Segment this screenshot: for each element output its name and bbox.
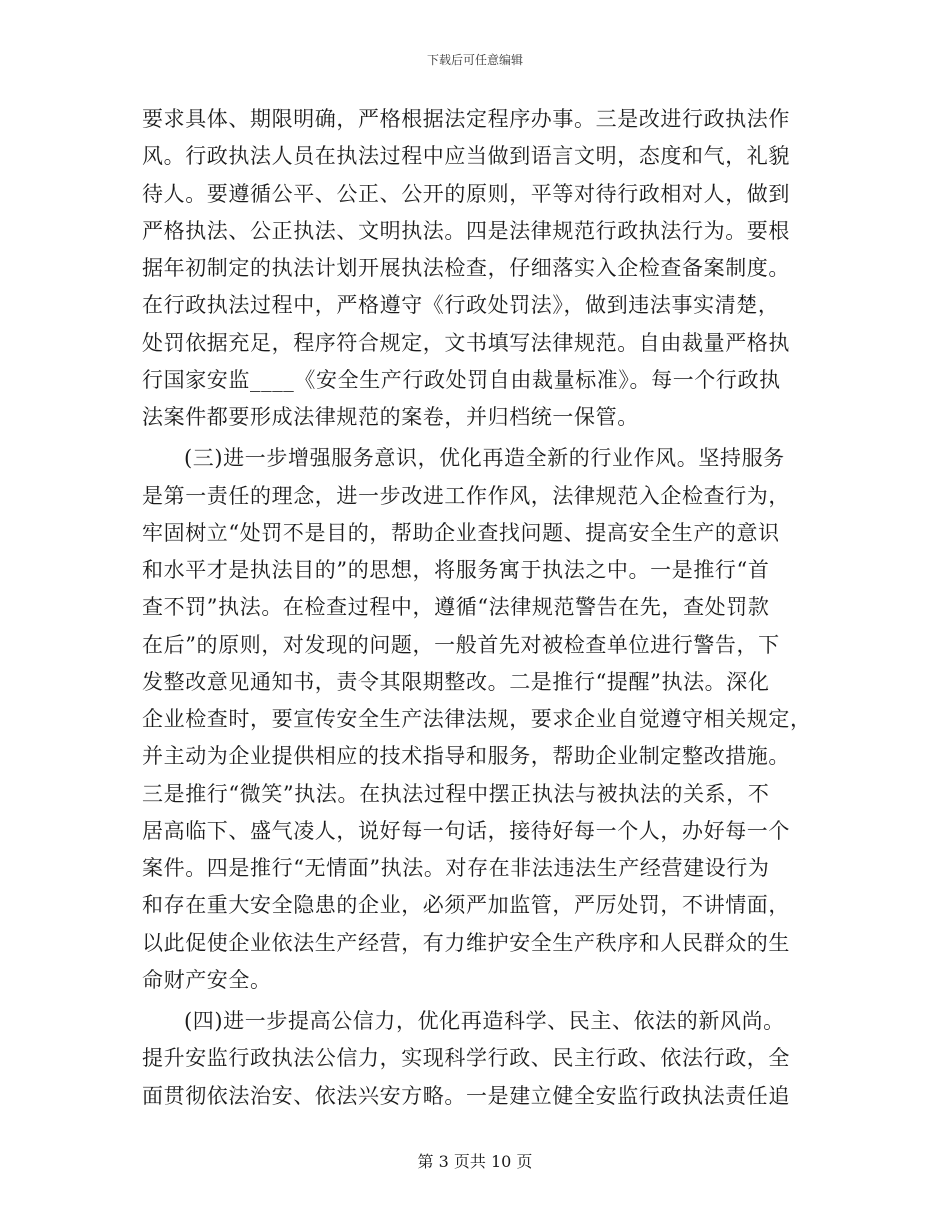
text-line: 牢固树立“处罚不是目的，帮助企业查找问题、提高安全生产的意识	[142, 520, 780, 545]
text-line: 企业检查时，要宣传安全生产法律法规，要求企业自觉遵守相关规定，	[142, 707, 812, 731]
text-line: 处罚依据充足，程序符合规定，文书填写法律规范。自由裁量严格执	[142, 330, 790, 355]
text-line: (四)进一步提高公信力，优化再造科学、民主、依法的新风尚。	[184, 1009, 785, 1033]
text-line: 风。行政执法人员在执法过程中应当做到语言文明，态度和气，礼貌	[142, 144, 790, 169]
text-line: 发整改意见通知书，责令其限期整改。二是推行“提醒”执法。深化	[142, 669, 770, 694]
text-line: (三)进一步增强服务意识，优化再造全新的行业作风。坚持服务	[184, 446, 785, 471]
text-line: 和水平才是执法目的”的思想，将服务寓于执法之中。一是推行“首	[142, 558, 770, 582]
text-line: 行国家安监____《安全生产行政处罚自由裁量标准》。每一个行政执	[142, 367, 781, 392]
paragraph-2	[142, 440, 812, 999]
text-line: 居高临下、盛气凌人，说好每一句话，接待好每一个人，办好每一个	[142, 818, 790, 843]
text-line: 和存在重大安全隐患的企业，必须严加监管，严厉处罚，不讲情面，	[142, 893, 790, 918]
text-line: 面贯彻依法治安、依法兴安方略。一是建立健全安监行政执法责任追	[142, 1083, 790, 1108]
text-line: 法案件都要形成法律规范的案卷，并归档统一保管。	[142, 405, 639, 429]
text-line: 案件。四是推行“无情面”执法。对存在非法违法生产经营建设行为	[142, 856, 770, 880]
text-line: 严格执法、公正执法、文明执法。四是法律规范行政执法行为。要根	[142, 218, 790, 243]
page-header-note: 下载后可任意编辑	[426, 53, 523, 67]
text-line: 以此促使企业依法生产经营，有力维护安全生产秩序和人民群众的生	[142, 930, 790, 955]
text-line: 在行政执法过程中，严格遵守《行政处罚法》，做到违法事实清楚，	[142, 293, 780, 318]
text-line: 待人。要遵循公平、公正、公开的原则，平等对待行政相对人，做到	[142, 181, 790, 206]
text-line: 命财产安全。	[142, 967, 272, 992]
text-line: 是第一责任的理念，进一步改进工作作风，法律规范入企检查行为，	[142, 483, 790, 508]
paragraph-3	[142, 1003, 802, 1115]
paragraph-1	[142, 101, 802, 436]
text-line: 要求具体、期限明确，严格根据法定程序办事。三是改进行政执法作	[142, 107, 790, 131]
page-number: 第 3 页共 10 页	[417, 1152, 533, 1171]
text-line: 提升安监行政执法公信力，实现科学行政、民主行政、依法行政，全	[142, 1046, 790, 1071]
text-line: 查不罚”执法。在检查过程中，遵循“法律规范警告在先，查处罚款	[142, 595, 770, 620]
text-line: 在后”的原则，对发现的问题，一般首先对被检查单位进行警告，下	[142, 632, 780, 657]
document-body	[142, 101, 812, 1115]
text-line: 并主动为企业提供相应的技术指导和服务，帮助企业制定整改措施。	[142, 744, 790, 769]
text-line: 据年初制定的执法计划开展执法检查，仔细落实入企检查备案制度。	[142, 256, 790, 280]
text-line: 三是推行“微笑”执法。在执法过程中摆正执法与被执法的关系，不	[142, 781, 770, 806]
